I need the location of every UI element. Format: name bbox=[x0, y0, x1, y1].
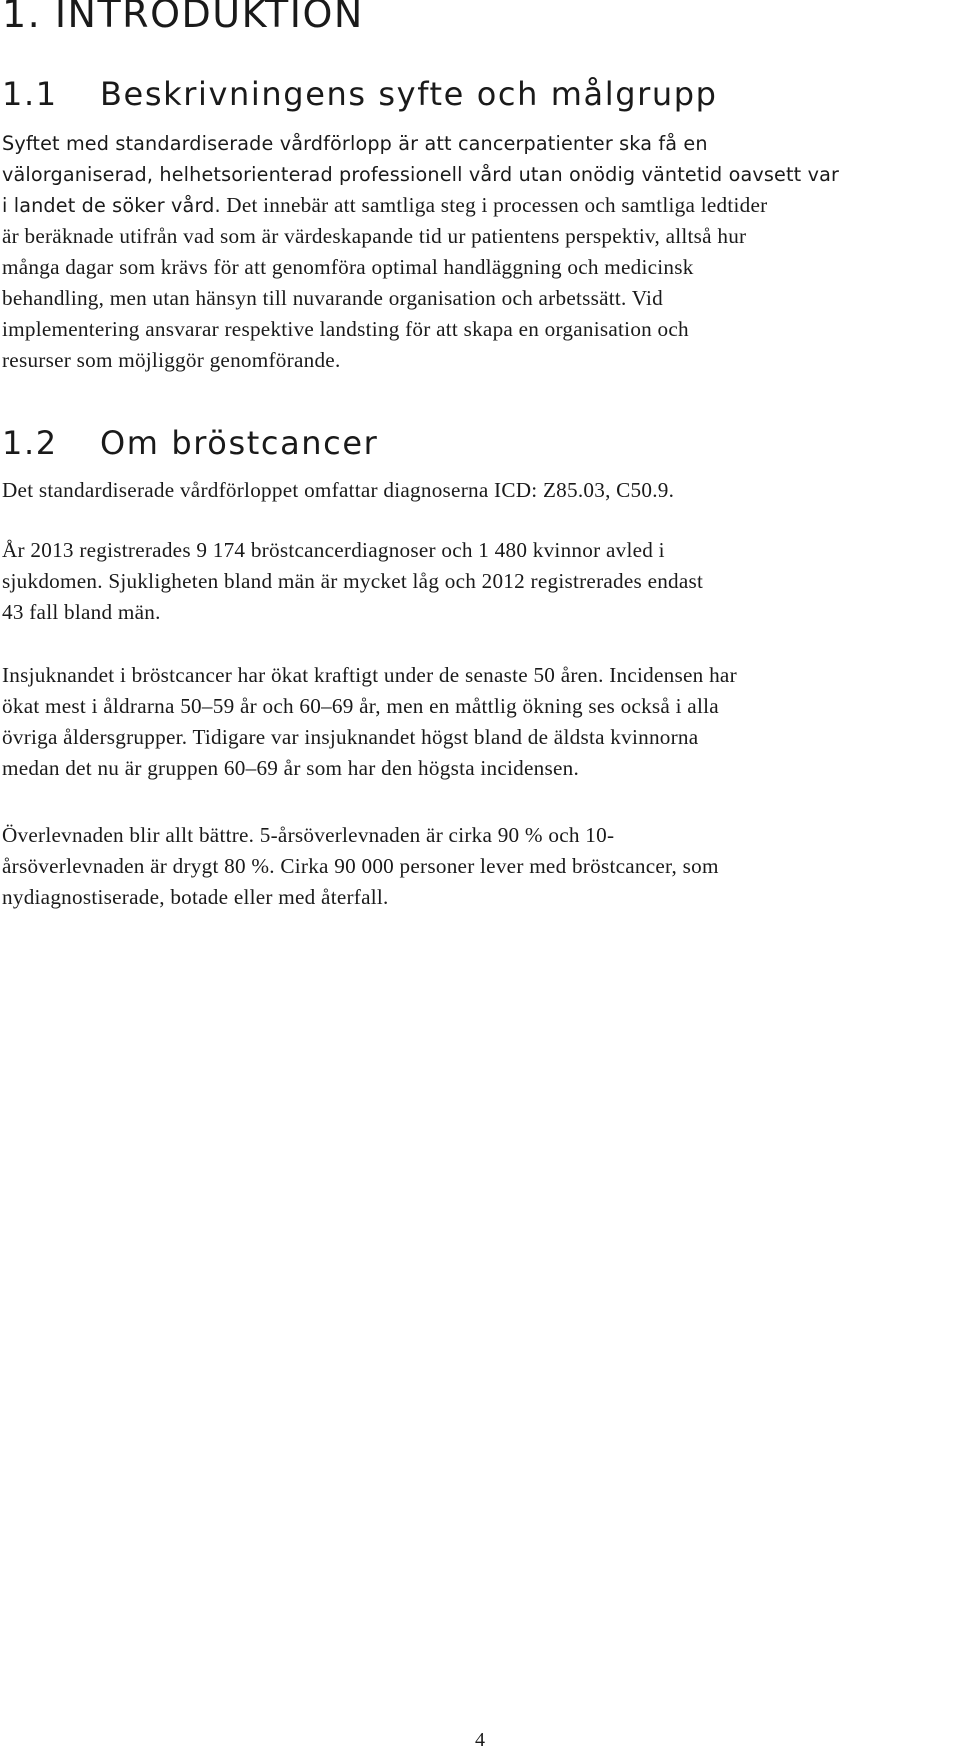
paragraph-line: År 2013 registrerades 9 174 bröstcancerdiagnoser och 1 480 kvinnor avled i bbox=[2, 538, 665, 562]
paragraph-purpose bbox=[2, 128, 957, 376]
section-title: Om bröstcancer bbox=[100, 424, 379, 462]
paragraph-line: 43 fall bland män. bbox=[2, 600, 161, 624]
paragraph-incidence bbox=[2, 660, 957, 784]
paragraph-line: övriga åldersgrupper. Tidigare var insjuknandet högst bland de äldsta kvinnorna bbox=[2, 725, 699, 749]
paragraph-line: många dagar som krävs för att genomföra optimal handläggning och medicinsk bbox=[2, 255, 694, 279]
section-title: Beskrivningens syfte och målgrupp bbox=[100, 75, 718, 113]
paragraph-survival bbox=[2, 820, 957, 913]
section-heading-1-1 bbox=[2, 75, 718, 113]
section-heading-1-2 bbox=[2, 424, 378, 462]
paragraph-line: Överlevnaden blir allt bättre. 5-årsöverlevnaden är cirka 90 % och 10- bbox=[2, 823, 615, 847]
paragraph-line: ökat mest i åldrarna 50–59 år och 60–69 år, men en måttlig ökning ses också i alla bbox=[2, 694, 719, 718]
paragraph-line: välorganiserad, helhetsorienterad professionell vård utan onödig väntetid oavsett var bbox=[2, 163, 840, 186]
paragraph-line: behandling, men utan hänsyn till nuvarande organisation och arbetssätt. Vid bbox=[2, 286, 664, 310]
page-number: 4 bbox=[475, 1729, 485, 1751]
paragraph-fragment: Det innebär att samtliga steg i processen och samtliga ledtider bbox=[220, 193, 768, 217]
paragraph-line: Det standardiserade vårdförloppet omfattar diagnoserna ICD: Z85.03, C50.9. bbox=[2, 478, 675, 502]
paragraph-line: är beräknade utifrån vad som är värdeskapande tid ur patientens perspektiv, alltså hur bbox=[2, 224, 747, 248]
paragraph-line: nydiagnostiserade, botade eller med återfall. bbox=[2, 885, 389, 909]
section-number: 1.1 bbox=[2, 75, 58, 113]
paragraph-registrations bbox=[2, 535, 957, 628]
section-number: 1.2 bbox=[2, 424, 58, 462]
paragraph-line-mixed bbox=[2, 190, 957, 221]
paragraph-diagnoses bbox=[2, 475, 957, 506]
paragraph-line: Syftet med standardiserade vårdförlopp är att cancerpatienter ska få en bbox=[2, 132, 708, 155]
paragraph-fragment: i landet de söker vård. bbox=[2, 194, 221, 217]
chapter-heading: 1. INTRODUKTION bbox=[2, 0, 364, 36]
paragraph-line: årsöverlevnaden är drygt 80 %. Cirka 90 000 personer lever med bröstcancer, som bbox=[2, 854, 719, 878]
paragraph-line: sjukdomen. Sjukligheten bland män är mycket låg och 2012 registrerades endast bbox=[2, 569, 704, 593]
paragraph-line: Insjuknandet i bröstcancer har ökat kraftigt under de senaste 50 åren. Incidensen har bbox=[2, 663, 737, 687]
paragraph-line: implementering ansvarar respektive landsting för att skapa en organisation och bbox=[2, 317, 689, 341]
paragraph-line: resurser som möjliggör genomförande. bbox=[2, 348, 341, 372]
paragraph-line: medan det nu är gruppen 60–69 år som har den högsta incidensen. bbox=[2, 756, 580, 780]
